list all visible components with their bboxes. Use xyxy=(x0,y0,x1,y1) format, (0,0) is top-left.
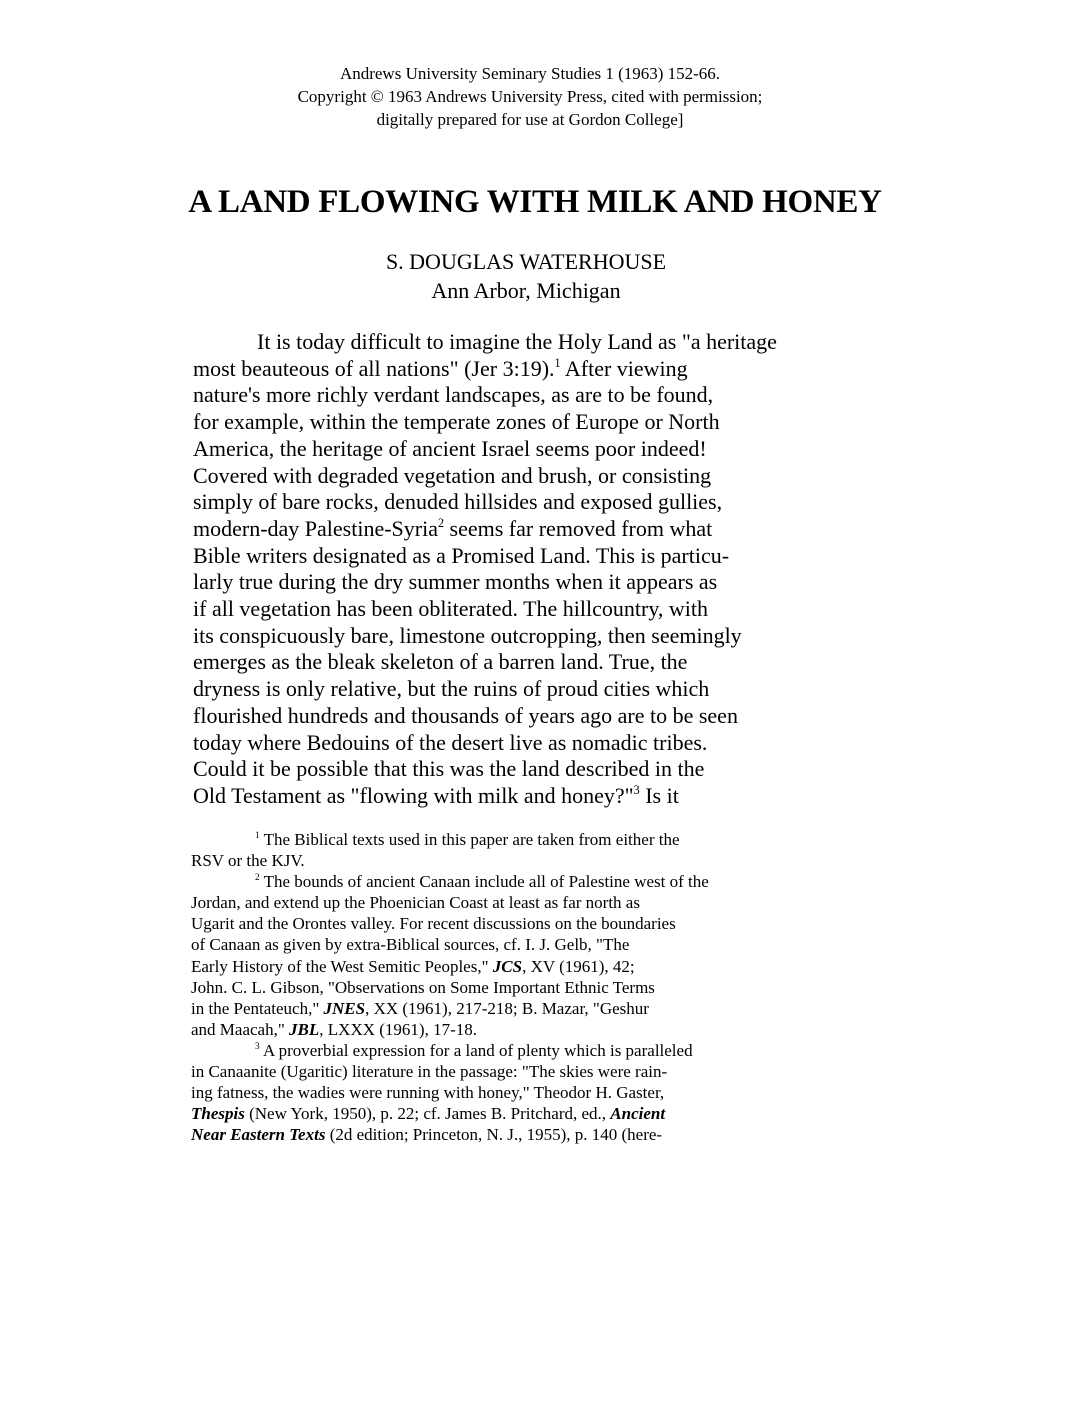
footnote-3: $^3$ A proverbial expression for a land of plenty which is paralleled xyxy=(255,1040,693,1060)
body-line: simply of bare rocks, denuded hillsides and exposed gullies, xyxy=(193,489,723,515)
body-line: It is today difficult to imagine the Holy Land as "a heritage xyxy=(257,329,777,354)
body-line: flourished hundreds and thousands of years ago are to be seen xyxy=(193,702,738,728)
footnote-line: Near Eastern Texts (2d edition; Princeton, N. J., 1955), p. 140 (here- xyxy=(191,1125,663,1145)
footnote-ref: 1 xyxy=(554,355,561,370)
body-line: most beauteous of all nations" (Jer 3:19).$^1$ After viewing xyxy=(193,355,688,381)
body-line: today where Bedouins of the desert live as nomadic tribes. xyxy=(193,729,708,755)
body-line: emerges as the bleak skeleton of a barren land. True, the xyxy=(193,649,688,675)
body-line: its conspicuously bare, limestone outcropping, then seemingly xyxy=(193,622,742,648)
article-title: A LAND FLOWING WITH MILK AND HONEY xyxy=(188,184,882,220)
footnote-line: ing fatness, the wadies were running with honey," Theodor H. Gaster, xyxy=(191,1083,665,1103)
footnote-line: Early History of the West Semitic Peoples," JCS, XV (1961), 42; xyxy=(191,956,635,976)
footnote-line: RSV or the KJV. xyxy=(191,851,305,871)
citation-line-2: Copyright © 1963 Andrews University Press, cited with permission; xyxy=(297,87,763,106)
author-affiliation: Ann Arbor, Michigan xyxy=(431,278,621,303)
body-line: Could it be possible that this was the land described in the xyxy=(193,756,705,782)
body-line: for example, within the temperate zones of Europe or North xyxy=(193,409,720,435)
footnote-2: $^2$ The bounds of ancient Canaan include all of Palestine west of the xyxy=(255,872,709,892)
citation-header xyxy=(0,62,1060,131)
footnote-line: Jordan, and extend up the Phoenician Coast at least as far north as xyxy=(191,893,640,913)
footnote-line: John. C. L. Gibson, "Observations on Some Important Ethnic Terms xyxy=(191,977,655,997)
body-line: Old Testament as "flowing with milk and honey?"$^3$ Is it xyxy=(193,782,679,808)
citation-line-1: Andrews University Seminary Studies 1 (1963) 152-66. xyxy=(339,64,721,83)
article-author: S. DOUGLAS WATERHOUSE xyxy=(385,249,667,274)
body-line: modern-day Palestine-Syria$^2$ seems far removed from what xyxy=(193,515,713,541)
footnote-ref: 3 xyxy=(633,782,640,797)
footnote-line: of Canaan as given by extra-Biblical sources, cf. I. J. Gelb, "The xyxy=(191,935,630,955)
footnotes xyxy=(191,829,811,1145)
body-line: Covered with degraded vegetation and brush, or consisting xyxy=(193,462,712,488)
body-line: America, the heritage of ancient Israel seems poor indeed! xyxy=(193,435,707,461)
body-line: nature's more richly verdant landscapes, as are to be found, xyxy=(193,382,714,408)
footnote-line: Ugarit and the Orontes valley. For recent discussions on the boundaries xyxy=(191,914,676,934)
footnote-line: and Maacah," JBL, LXXX (1961), 17-18. xyxy=(191,1019,477,1039)
body-line: dryness is only relative, but the ruins of proud cities which xyxy=(193,676,710,702)
citation-line-3: digitally prepared for use at Gordon College] xyxy=(376,110,684,129)
body-line: Bible writers designated as a Promised Land. This is particu- xyxy=(193,542,730,568)
footnote-line: in Canaanite (Ugaritic) literature in the passage: "The skies were rain- xyxy=(191,1062,668,1082)
footnote-line: Thespis (New York, 1950), p. 22; cf. James B. Pritchard, ed., Ancient xyxy=(191,1104,666,1124)
footnote-1: $^1$ The Biblical texts used in this paper are taken from either the xyxy=(255,830,680,849)
body-text xyxy=(193,329,833,810)
body-line: if all vegetation has been obliterated. The hillcountry, with xyxy=(193,596,709,622)
footnote-ref: 2 xyxy=(438,515,445,530)
body-line: larly true during the dry summer months when it appears as xyxy=(193,569,718,595)
footnote-line: in the Pentateuch," JNES, XX (1961), 217-218; B. Mazar, "Geshur xyxy=(191,998,649,1018)
